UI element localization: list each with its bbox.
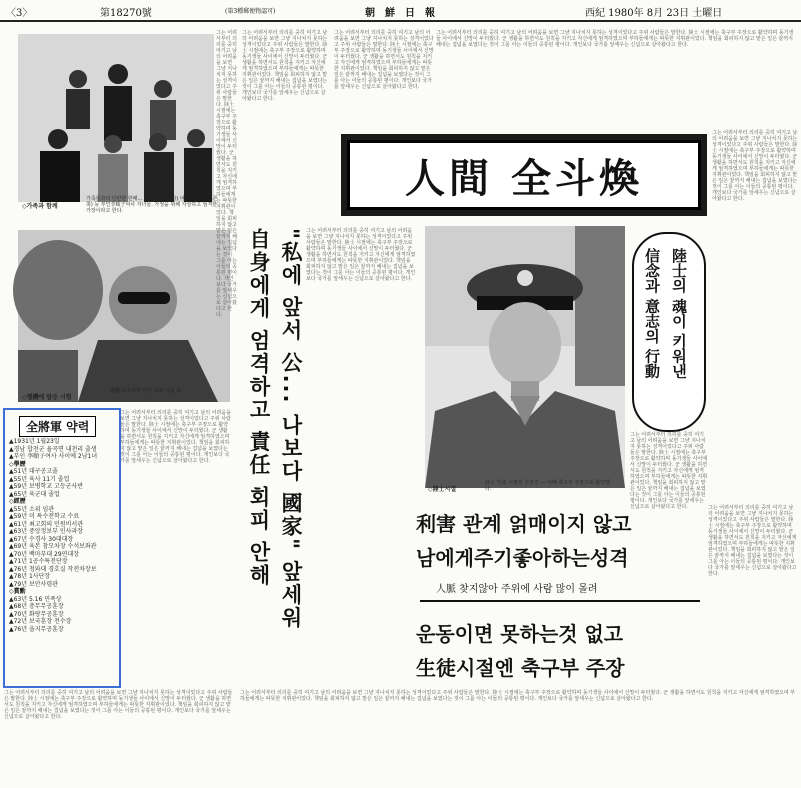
career-line: ▲55년 소위 임관	[9, 505, 55, 513]
subhead-1: 利害 관계 얽매이지 않고	[416, 512, 632, 536]
body-text-bottom: 그는 어려서부터 의리를 중히 여기고 남의 어려움을 보면 그냥 지나치지 못하는 성격이었다고 주위 사람들은 말한다. 陸士 시절에는 축구부 주장으로 활약하며 동기생들 사이에서 신망이 두터웠다. 군 생활을 하면서도 원칙을 지키고 자신에게 엄격하였으며 부하들에게는 따뜻한 지휘관이었다. 책임을 회피하지 않고 맡은 일은 끝까지 해내는 집념을 보였다는 것이 그를 아는 이들의 공통된 평이다. 개인보다 국가를 앞세우는 신념으로 살아왔다고 한다.	[240, 690, 796, 702]
career-box	[3, 408, 121, 688]
cadet-photo-note: 陸士 生徒 시절의 全장군 — 이때 축구부 주장으로 활약했다.	[485, 480, 610, 492]
side-tagline-1: 陸士의 魂이 키워낸	[670, 248, 688, 379]
career-line: ▲76년 을지무공훈장	[9, 625, 64, 633]
career-line: ▲71년 1공수특전단장	[9, 558, 68, 565]
headline-banner	[341, 134, 707, 216]
body-text-top-right: 그는 어려서부터 의리를 중히 여기고 남의 어려움을 보면 그냥 지나치지 못하는 성격이었다고 주위 사람들은 말한다. 陸士 시절에는 축구부 주장으로 활약하며 동기생들 사이에서 신망이 두터웠다. 군 생활을 하면서도 원칙을 지키고 자신에게 엄격하였으며 부하들에게는 따뜻한 지휘관이었다. 책임을 회피하지 않고 맡은 일은 끝까지 해내는 집념을 보였다는 것이 그를 아는 이들의 공통된 평이다. 개인보다 국가를 앞세우는 신념으로 살아왔다고 한다.	[436, 30, 794, 48]
issue-date: 西紀 1980年 8月 23日 土曜日	[585, 8, 723, 19]
career-line: ▲부인 李順子여사 사이에 2남1녀	[9, 453, 98, 460]
cadet-photo-image	[425, 226, 625, 488]
career-line: ▲63년 5.16 민족상	[9, 595, 62, 603]
cadet-photo-caption: ◇陸士시절	[428, 486, 457, 493]
body-text-upper-center-2: 그는 어려서부터 의리를 중히 여기고 남의 어려움을 보면 그냥 지나치지 못하는 성격이었다고 주위 사람들은 말한다. 陸士 시절에는 축구부 주장으로 활약하며 동기생들 사이에서 신망이 두터웠다. 군 생활을 하면서도 원칙을 지키고 자신에게 엄격하였으며 부하들에게는 따뜻한 지휘관이었다. 책임을 회피하지 않고 맡은 일은 끝까지 해내는 집념을 보였다는 것이 그를 아는 이들의 공통된 평이다. 개인보다 국가를 앞세우는 신념으로 살아왔다고 한다.	[334, 30, 434, 90]
body-text-under-tagline: 그는 어려서부터 의리를 중히 여기고 남의 어려움을 보면 그냥 지나치지 못하는 성격이었다고 주위 사람들은 말한다. 陸士 시절에는 축구부 주장으로 활약하며 동기생들 사이에서 신망이 두터웠다. 군 생활을 하면서도 원칙을 지키고 자신에게 엄격하였으며 부하들에게는 따뜻한 지휘관이었다. 책임을 회피하지 않고 맡은 일은 끝까지 해내는 집념을 보였다는 것이 그를 아는 이들의 공통된 평이다. 개인보다 국가를 앞세우는 신념으로 살아왔다고 한다.	[630, 432, 708, 510]
career-line: ▲65년 육군대 졸업	[9, 490, 60, 498]
career-line: ▲59년 보병학교 고등군사반	[9, 483, 84, 490]
subhead-3: 人脈 찾지않아 주위에 사람 많이 몰려	[436, 584, 598, 595]
vertical-headline-2: 自身에게 엄격하고 責任 회피 안해	[247, 228, 271, 588]
issue-number: 第18270號	[100, 8, 152, 19]
subhead-2: 남에게주기좋아하는성격	[416, 546, 629, 570]
vertical-headline-1: "私에 앞서 公... 나보다 國家" 앞세워	[279, 228, 303, 630]
career-section-heading: ◇經歷	[9, 498, 26, 505]
pilot-photo	[18, 230, 230, 402]
career-line: ▲51년 대구공고졸	[9, 468, 58, 475]
body-text-mid-left: 그는 어려서부터 의리를 중히 여기고 남의 어려움을 보면 그냥 지나치지 못하는 성격이었다고 주위 사람들은 말한다. 陸士 시절에는 축구부 주장으로 활약하며 동기생들 사이에서 신망이 두터웠다. 군 생활을 하면서도 원칙을 지키고 자신에게 엄격하였으며 부하들에게는 따뜻한 지휘관이었다. 책임을 회피하지 않고 맡은 일은 끝까지 해내는 집념을 보였다는 것이 그를 아는 이들의 공통된 평이다. 개인보다 국가를 앞세우는 신념으로 살아왔다고 한다.	[120, 410, 231, 464]
pilot-photo-caption: ◇헬機에 탑승 시험	[22, 394, 72, 401]
newspaper-title: 朝 鮮 日 報	[365, 8, 435, 19]
career-line: ▲1931년 1월23일	[9, 438, 60, 445]
body-text-upper-center: 그는 어려서부터 의리를 중히 여기고 남의 어려움을 보면 그냥 지나치지 못하는 성격이었다고 주위 사람들은 말한다. 陸士 시절에는 축구부 주장으로 활약하며 동기생들 사이에서 신망이 두터웠다. 군 생활을 하면서도 원칙을 지키고 자신에게 엄격하였으며 부하들에게는 따뜻한 지휘관이었다. 책임을 회피하지 않고 맡은 일은 끝까지 해내는 집념을 보였다는 것이 그를 아는 이들의 공통된 평이다. 개인보다 국가를 앞세우는 신념으로 살아왔다고 한다.	[242, 30, 328, 102]
registration-note: (第3種郵便物認可)	[225, 8, 276, 15]
body-text-lower-right: 그는 어려서부터 의리를 중히 여기고 남의 어려움을 보면 그냥 지나치지 못하는 성격이었다고 주위 사람들은 말한다. 陸士 시절에는 축구부 주장으로 활약하며 동기생들 사이에서 신망이 두터웠다. 군 생활을 하면서도 원칙을 지키고 자신에게 엄격하였으며 부하들에게는 따뜻한 지휘관이었다. 책임을 회피하지 않고 맡은 일은 끝까지 해내는 집념을 보였다는 것이 그를 아는 이들의 공통된 평이다. 개인보다 국가를 앞세우는 신념으로 살아왔다고 한다.	[708, 505, 797, 577]
career-line: ▲78년 1사단장	[9, 573, 51, 580]
career-line: ▲68년 충무무공훈장	[9, 603, 64, 610]
career-list	[9, 438, 117, 682]
pilot-photo-image	[18, 230, 230, 402]
career-box-title: 全將軍 약력	[19, 416, 96, 437]
family-photo-image	[18, 34, 214, 202]
family-photo-caption: ◇가족과 함께	[22, 203, 58, 210]
career-line: ▲59년 미 특수전학교 수료	[9, 513, 80, 520]
career-line: ▲79년 보안사령관	[9, 580, 58, 588]
body-text-center: 그는 어려서부터 의리를 중히 여기고 남의 어려움을 보면 그냥 지나치지 못하는 성격이었다고 주위 사람들은 말한다. 陸士 시절에는 축구부 주장으로 활약하며 동기생들 사이에서 신망이 두터웠다. 군 생활을 하면서도 원칙을 지키고 자신에게 엄격하였으며 부하들에게는 따뜻한 지휘관이었다. 책임을 회피하지 않고 맡은 일은 끝까지 해내는 집념을 보였다는 것이 그를 아는 이들의 공통된 평이다. 개인보다 국가를 앞세우는 신념으로 살아왔다고 한다.	[306, 228, 416, 282]
career-line: ▲경남 합천군 율곡면 내천리 출생	[9, 445, 97, 453]
side-tagline-2: 信念과 意志의 行動	[643, 248, 661, 379]
career-line: ▲72년 보국훈장 천수장	[9, 618, 72, 625]
career-section-heading: ◇學歷	[9, 460, 26, 468]
career-line: ▲69년 육본 참모차장 수석보좌관	[9, 543, 97, 550]
main-headline: 人間 全斗煥	[347, 140, 701, 210]
cadet-photo	[425, 226, 625, 488]
career-section-heading: ◇賞勳	[9, 588, 26, 595]
subhead-5: 生徒시절엔 축구부 주장	[416, 656, 625, 680]
career-line: ▲76년 청와대 경호실 작전차장보	[9, 565, 97, 573]
career-line: ▲61년 최고회의 민원비서관	[9, 520, 84, 528]
career-line: ▲55년 육사 11기 졸업	[9, 475, 70, 483]
masthead	[0, 0, 801, 22]
page-number: 〈3〉	[6, 8, 33, 19]
subhead-divider	[420, 600, 700, 602]
family-photo-note: 가족들과의 단란한 한때... 1남1녀(이하나) 어머니 韓氏(오른쪽) 등 부인李順子여사 자녀들. 가정을 위해 자상하고 엄격한 가장이라고 한다.	[86, 196, 218, 214]
career-line: ▲67년 수경사 30대대장	[9, 535, 74, 543]
side-tagline-box	[632, 232, 706, 432]
career-line: ▲70년 백마부대 29연대장	[9, 550, 80, 558]
subhead-4: 운동이면 못하는것 없고	[416, 622, 624, 646]
body-text-bottom-left: 그는 어려서부터 의리를 중히 여기고 남의 어려움을 보면 그냥 지나치지 못하는 성격이었다고 주위 사람들은 말한다. 陸士 시절에는 축구부 주장으로 활약하며 동기생들 사이에서 신망이 두터웠다. 군 생활을 하면서도 원칙을 지키고 자신에게 엄격하였으며 부하들에게는 따뜻한 지휘관이었다. 책임을 회피하지 않고 맡은 일은 끝까지 해내는 집념을 보였다는 것이 그를 아는 이들의 공통된 평이다. 개인보다 국가를 앞세우는 신념으로 살아왔다고 한다.	[4, 690, 233, 720]
body-text-right-column: 그는 어려서부터 의리를 중히 여기고 남의 어려움을 보면 그냥 지나치지 못하는 성격이었다고 주위 사람들은 말한다. 陸士 시절에는 축구부 주장으로 활약하며 동기생들 사이에서 신망이 두터웠다. 군 생활을 하면서도 원칙을 지키고 자신에게 엄격하였으며 부하들에게는 따뜻한 지휘관이었다. 책임을 회피하지 않고 맡은 일은 끝까지 해내는 집념을 보였다는 것이 그를 아는 이들의 공통된 평이다. 개인보다 국가를 앞세우는 신념으로 살아왔다고 한다.	[712, 130, 798, 202]
pilot-photo-note: 헬機 조종석에 앉아 조종 시험 중.	[110, 388, 183, 394]
career-line: ▲70년 화랑무공훈장	[9, 610, 64, 618]
body-text-column: 그는 어려서부터 의리를 중히 여기고 남의 어려움을 보면 그냥 지나치지 못하는 성격이었다고 주위 사람들은 말한다. 陸士 시절에는 축구부 주장으로 활약하며 동기생들 사이에서 신망이 두터웠다. 군 생활을 하면서도 원칙을 지키고 자신에게 엄격하였으며 부하들에게는 따뜻한 지휘관이었다. 책임을 회피하지 않고 맡은 일은 끝까지 해내는 집념을 보였다는 것이 그를 아는 이들의 공통된 평이다. 개인보다 국가를 앞세우는 신념으로 살아왔다고 한다.	[216, 30, 237, 318]
career-line: ▲63년 중앙정보부 인사과장	[9, 528, 84, 535]
family-photo	[18, 34, 214, 202]
